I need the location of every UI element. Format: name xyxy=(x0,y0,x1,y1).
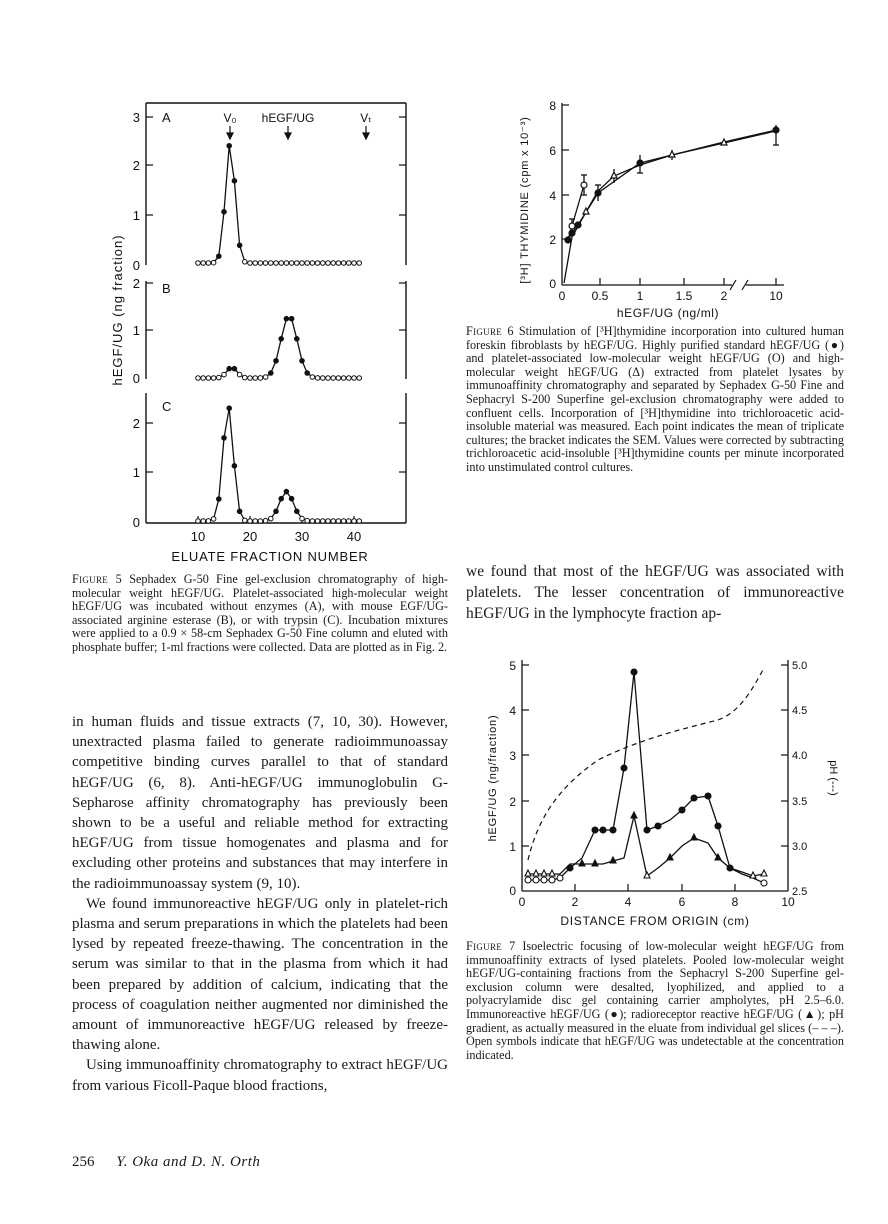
elution-point xyxy=(331,261,336,266)
elution-point xyxy=(289,316,294,321)
elution-point xyxy=(289,496,294,501)
fig6-curves xyxy=(564,125,779,283)
fig5-xtick-10: 10 xyxy=(190,529,206,544)
fig7-xtick-0: 0 xyxy=(518,895,526,909)
elution-point xyxy=(232,464,237,469)
elution-point xyxy=(357,376,362,381)
elution-point xyxy=(263,375,268,380)
fig7-xtick-2: 2 xyxy=(571,895,579,909)
elution-point xyxy=(269,516,274,521)
fig7-rtick-4-0: 4.0 xyxy=(792,750,808,762)
elution-point xyxy=(263,518,268,523)
fig5a-ytick-0: 0 xyxy=(132,258,140,273)
elution-point xyxy=(310,261,315,266)
elution-point xyxy=(211,376,216,381)
figure-6-caption xyxy=(466,325,844,475)
left-paragraph-3: Using immunoaffinity chromatography to extract hEGF/UG from various Ficoll-Paque blood fractions, xyxy=(72,1057,448,1094)
elution-point xyxy=(352,519,357,524)
fig5a-ytick-3: 3 xyxy=(132,110,140,125)
elution-point xyxy=(196,261,201,266)
fig5-xlabel: ELUATE FRACTION NUMBER xyxy=(171,549,369,564)
elution-point xyxy=(253,261,258,266)
elution-point xyxy=(237,372,242,377)
elution-point xyxy=(274,261,279,266)
fig7-ytick-4: 4 xyxy=(509,704,516,718)
elution-point xyxy=(341,519,346,524)
elution-point xyxy=(341,376,346,381)
elution-point xyxy=(305,261,310,266)
elution-point xyxy=(206,261,211,266)
fig7-xtick-8: 8 xyxy=(731,895,739,909)
elution-point xyxy=(336,519,341,524)
elution-point xyxy=(258,519,263,524)
fig6-ytick-2: 2 xyxy=(549,233,556,247)
fig7-xtick-6: 6 xyxy=(678,895,686,909)
fig7-ytick-2: 2 xyxy=(509,795,516,809)
figure-6-caption-text: Stimulation of [³H]thymidine incorporation into cultured human foreskin fibroblasts by hEGF/UG. Highly purified standard hEGF/UG (●) and platelet-associated low-molecular weight hEGF/UG (O) and high-molecular weight hEGF/UG (Δ) extracted from platelet lysates by immunoaffinity chromatography and separated by Sephadex G-50 Fine and Sephacryl S-200 Superfine gel-exclusion chromatography were added to confluent cells. Incorporation of [³H]thymidine into trichloroacetic acid-insoluble material was measured. Each point indicates the mean of triplicate cultures; the bracket indicates the SEM. Values were corrected by subtracting trichloroacetic acid-insoluble [³H]thymidine counts per minute incorporated into unstimulated control cultures. xyxy=(466,324,844,474)
elution-point xyxy=(295,509,300,514)
elution-point xyxy=(222,372,227,377)
right-column-text xyxy=(466,561,844,624)
fig6-ytick-4: 4 xyxy=(549,189,556,203)
fig6-ylabel: [³H] THYMIDINE (cpm x 10⁻³) xyxy=(519,116,531,284)
elution-point xyxy=(305,518,310,523)
elution-point xyxy=(227,144,232,149)
fig5b-ytick-2: 2 xyxy=(132,276,140,291)
elution-point xyxy=(321,376,326,381)
elution-point xyxy=(347,519,352,524)
figure-7-chart xyxy=(478,648,848,938)
fig5-marker-vo: V₀ xyxy=(223,111,237,125)
figure-6-chart xyxy=(500,95,820,320)
elution-point xyxy=(196,519,201,524)
fig5b-ytick-1: 1 xyxy=(132,323,140,338)
elution-point xyxy=(274,359,279,364)
elution-point xyxy=(206,519,211,524)
fig7-xtick-10: 10 xyxy=(781,895,795,909)
elution-point xyxy=(284,489,289,494)
elution-point xyxy=(357,519,362,524)
left-paragraph-1: in human fluids and tissue extracts (7, 10, 30). However, unextracted plasma failed to generate radioimmunoassay competitive binding curves parallel to that of standard hEGF/UG (6, 8). Anti-hEGF/UG immunoglobulin G-Sepharose affinity chromatography has previously been shown to be a useful and reliable method for extracting hEGF/UG from tissue homogenates and plasma and for excluding other proteins and substances that may interfere in the radioimmunoassay system (9, 10). xyxy=(72,714,448,892)
fig7-xlabel: DISTANCE FROM ORIGIN (cm) xyxy=(560,914,750,928)
elution-point xyxy=(253,376,258,381)
elution-point xyxy=(201,376,206,381)
elution-point xyxy=(243,518,248,523)
elution-point xyxy=(336,376,341,381)
elution-point xyxy=(201,261,206,266)
elution-curve xyxy=(198,319,359,378)
elution-point xyxy=(357,261,362,266)
elution-point xyxy=(258,261,263,266)
fig5-marker-hegf: hEGF/UG xyxy=(261,111,315,125)
figure-6-caption-label: Figure 6 xyxy=(466,324,514,338)
fig7-points xyxy=(525,669,767,886)
figure-7-caption xyxy=(466,940,844,1062)
elution-point xyxy=(217,497,222,502)
elution-point xyxy=(248,376,253,381)
elution-point xyxy=(253,519,258,524)
elution-point xyxy=(284,316,289,321)
fig5-panel-b xyxy=(133,276,406,386)
elution-point xyxy=(347,376,352,381)
fig6-xtick-1-5: 1.5 xyxy=(675,289,693,303)
elution-point xyxy=(211,260,216,265)
elution-point xyxy=(217,254,222,259)
elution-point xyxy=(341,261,346,266)
right-paragraph-1: we found that most of the hEGF/UG was associated with platelets. The lesser concentration of immunoreactive hEGF/UG in the lymphocyte fraction ap- xyxy=(466,563,844,622)
fig5c-ytick-0: 0 xyxy=(132,515,140,530)
elution-point xyxy=(300,261,305,266)
fig7-ylabel-left: hEGF/UG (ng/fraction) xyxy=(487,714,499,842)
elution-point xyxy=(279,496,284,501)
elution-point xyxy=(248,261,253,266)
elution-point xyxy=(269,261,274,266)
fig6-xtick-2: 2 xyxy=(720,289,728,303)
fig5-xtick-40: 40 xyxy=(346,529,362,544)
fig5b-label: B xyxy=(162,281,171,296)
fig7-ylabel-right: pH (---) xyxy=(827,760,839,796)
fig7-ytick-3: 3 xyxy=(509,749,516,763)
fig7-rtick-4-5: 4.5 xyxy=(792,705,808,717)
elution-point xyxy=(321,519,326,524)
elution-point xyxy=(279,261,284,266)
elution-point xyxy=(248,519,253,524)
fig7-ytick-0: 0 xyxy=(509,884,516,898)
elution-point xyxy=(232,179,237,184)
page-footer xyxy=(72,1154,472,1171)
elution-point xyxy=(305,371,310,376)
elution-point xyxy=(300,516,305,521)
fig5a-ytick-1: 1 xyxy=(132,208,140,223)
elution-point xyxy=(227,406,232,411)
elution-point xyxy=(326,519,331,524)
running-authors: Y. Oka and D. N. Orth xyxy=(116,1154,261,1170)
figure-5-caption xyxy=(72,573,448,655)
elution-point xyxy=(321,261,326,266)
elution-point xyxy=(258,376,263,381)
elution-point xyxy=(237,243,242,248)
elution-point xyxy=(279,337,284,342)
left-column-text xyxy=(72,712,448,1096)
elution-point xyxy=(295,337,300,342)
fig7-ytick-5: 5 xyxy=(509,659,516,673)
elution-point xyxy=(269,371,274,376)
elution-point xyxy=(201,519,206,524)
fig6-xtick-10: 10 xyxy=(769,289,783,303)
fig5-marker-vt: Vₜ xyxy=(360,111,372,125)
page-number: 256 xyxy=(72,1154,95,1170)
fig6-xlabel: hEGF/UG (ng/ml) xyxy=(616,306,720,320)
fig6-ytick-6: 6 xyxy=(549,144,556,158)
fig7-ytick-1: 1 xyxy=(509,840,516,854)
elution-point xyxy=(237,509,242,514)
fig6-xtick-0: 0 xyxy=(558,289,566,303)
elution-point xyxy=(336,261,341,266)
fig5c-ytick-1: 1 xyxy=(132,465,140,480)
fig5c-ytick-2: 2 xyxy=(132,416,140,431)
fig5-xtick-20: 20 xyxy=(242,529,258,544)
elution-point xyxy=(284,261,289,266)
fig6-xtick-0-5: 0.5 xyxy=(591,289,609,303)
elution-point xyxy=(217,375,222,380)
fig7-rtick-3-0: 3.0 xyxy=(792,841,808,853)
fig7-immuno-curve xyxy=(528,672,764,883)
elution-point xyxy=(310,375,315,380)
elution-point xyxy=(331,376,336,381)
fig6-xtick-1: 1 xyxy=(636,289,644,303)
elution-point xyxy=(243,260,248,265)
fig5-ylabel: hEGF/UG (ng fraction) xyxy=(110,234,125,386)
elution-point xyxy=(211,517,216,522)
elution-point xyxy=(289,261,294,266)
elution-point xyxy=(300,359,305,364)
figure-5-chart xyxy=(100,95,430,570)
fig7-rtick-2-5: 2.5 xyxy=(792,886,808,898)
elution-point xyxy=(196,376,201,381)
elution-point xyxy=(206,376,211,381)
elution-point xyxy=(227,366,232,371)
fig5-panel-a xyxy=(133,103,406,273)
figure-5-caption-label: Figure 5 xyxy=(72,572,122,586)
figure-5-caption-text: Sephadex G-50 Fine gel-exclusion chromatography of high-molecular weight hEGF/UG. Platelet-associated high-molecular weight hEGF/UG was incubated without enzymes (A), with mouse EGF/UG-associated arginine esterase (B), or with trypsin (C). Incubation mixtures were applied to a 0.9 × 58-cm Sephadex G-50 Fine column and eluted with phosphate buffer; 1-ml fractions were collected. Data are plotted as in Fig. 2. xyxy=(72,572,448,654)
elution-point xyxy=(295,261,300,266)
elution-point xyxy=(352,376,357,381)
elution-point xyxy=(243,375,248,380)
elution-point xyxy=(263,261,268,266)
elution-point xyxy=(315,261,320,266)
elution-point xyxy=(315,376,320,381)
figure-7-caption-text: Isoelectric focusing of low-molecular weight hEGF/UG from immunoaffinity extracts of lysed platelets. Pooled low-molecular weight hEGF/UG-containing fractions from the Sephacryl S-200 Superfine gel-exclusion column were desalted, lyophilized, and applied to a polyacrylamide disc gel containing carrier ampholytes, pH 2.5–6.0. Immunoreactive hEGF/UG (●); radioreceptor reactive hEGF/UG (▲); pH gradient, as actually measured in the eluate from individual gel slices (– – –). Open symbols indicate that hEGF/UG was undetectable at the concentration indicated. xyxy=(466,939,844,1062)
elution-point xyxy=(310,519,315,524)
fig5a-ytick-2: 2 xyxy=(132,158,140,173)
fig6-ytick-8: 8 xyxy=(549,99,556,113)
fig6-ytick-0: 0 xyxy=(549,277,556,291)
elution-point xyxy=(222,436,227,441)
elution-point xyxy=(315,519,320,524)
figure-7-caption-label: Figure 7 xyxy=(466,939,516,953)
elution-point xyxy=(331,519,336,524)
left-paragraph-2: We found immunoreactive hEGF/UG only in platelet-rich plasma and serum preparations in which the platelets had been lysed by repeated freeze-thawing. The concentration in the serum was similar to that in the plasma from which it had been prepared by addition of calcium, indicating that the process of coagulation neither augmented nor diminished the amount of immunoreactive hEGF/UG released by freeze-thawing alone. xyxy=(72,895,448,1054)
elution-point xyxy=(352,261,357,266)
fig5-panel-c xyxy=(133,393,406,564)
fig5c-label: C xyxy=(162,399,172,414)
fig7-xtick-4: 4 xyxy=(624,895,632,909)
elution-point xyxy=(326,376,331,381)
fig7-rtick-3-5: 3.5 xyxy=(792,796,808,808)
elution-point xyxy=(232,366,237,371)
elution-point xyxy=(222,210,227,215)
elution-point xyxy=(347,261,352,266)
fig5a-label: A xyxy=(162,110,171,125)
elution-curve xyxy=(198,146,359,263)
elution-curve xyxy=(198,408,359,521)
elution-point xyxy=(274,509,279,514)
fig5-xtick-30: 30 xyxy=(294,529,310,544)
elution-point xyxy=(326,261,331,266)
fig7-rtick-5-0: 5.0 xyxy=(792,660,808,672)
fig5b-ytick-0: 0 xyxy=(132,371,140,386)
